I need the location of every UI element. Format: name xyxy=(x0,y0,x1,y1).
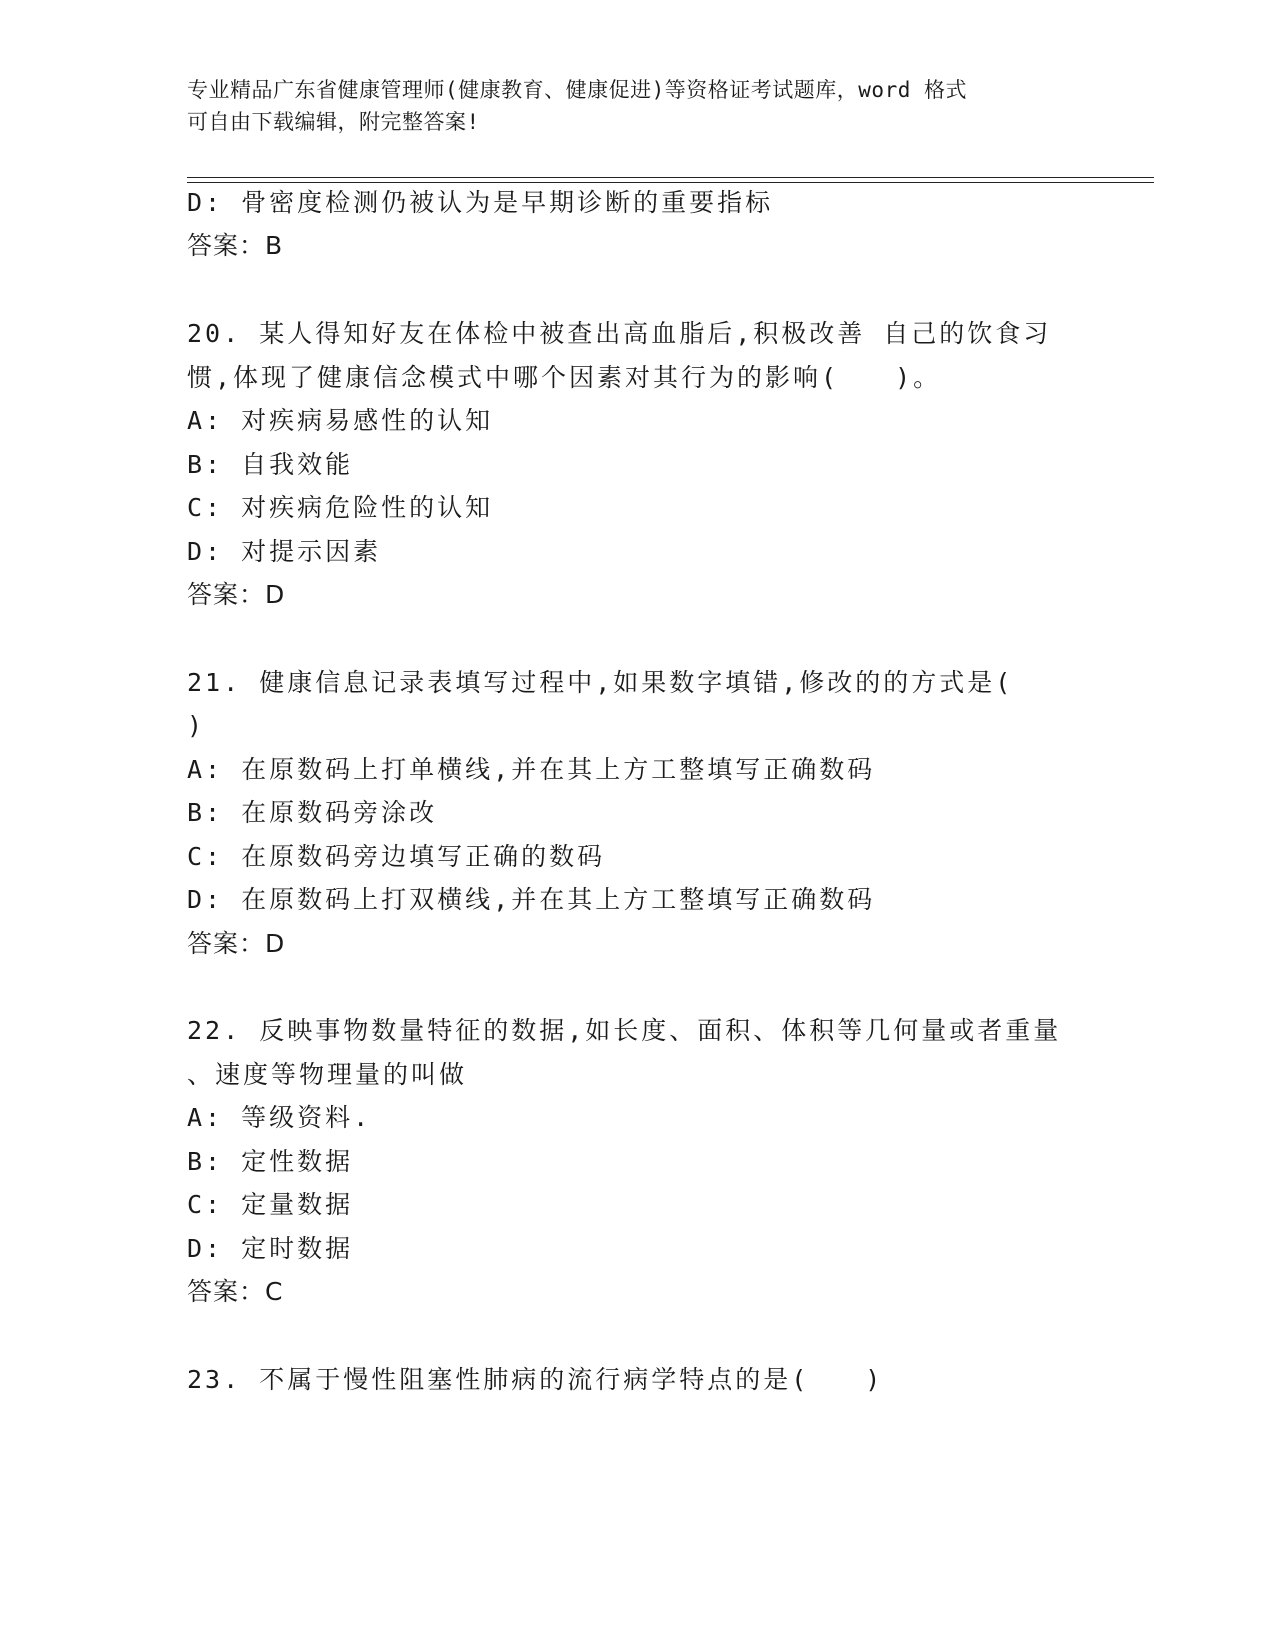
q19-answer: 答案：B xyxy=(187,231,284,260)
header-divider-top xyxy=(187,177,1154,178)
q21-option-a: A: 在原数码上打单横线,并在其上方工整填写正确数码 xyxy=(187,755,876,784)
q21-option-c: C: 在原数码旁边填写正确的数码 xyxy=(187,842,606,871)
q21-option-b: B: 在原数码旁涂改 xyxy=(187,798,438,827)
q23-stem-line-1: 23. 不属于慢性阻塞性肺病的流行病学特点的是( ) xyxy=(187,1365,884,1394)
q21-stem-line-2: ) xyxy=(187,711,206,740)
q20-option-d: D: 对提示因素 xyxy=(187,537,382,566)
header-line-2: 可自由下载编辑，附完整答案! xyxy=(187,110,480,134)
q22-stem-line-1: 22. 反映事物数量特征的数据,如长度、面积、体积等几何量或者重量 xyxy=(187,1016,1062,1045)
q21-answer: 答案：D xyxy=(187,929,286,958)
q22-stem-line-2: 、速度等物理量的叫做 xyxy=(187,1060,468,1089)
q22-answer: 答案：C xyxy=(187,1277,284,1306)
q21-stem-line-1: 21. 健康信息记录表填写过程中,如果数字填错,修改的的方式是( xyxy=(187,668,1014,697)
q22-option-b: B: 定性数据 xyxy=(187,1147,354,1176)
header-divider-bottom xyxy=(187,182,1154,183)
header-line-1: 专业精品广东省健康管理师(健康教育、健康促进)等资格证考试题库，word 格式 xyxy=(187,78,967,102)
q20-answer: 答案：D xyxy=(187,580,286,609)
q20-option-c: C: 对疾病危险性的认知 xyxy=(187,493,494,522)
q20-stem-line-2: 惯,体现了健康信念模式中哪个因素对其行为的影响( )。 xyxy=(187,363,942,392)
q21-option-d: D: 在原数码上打双横线,并在其上方工整填写正确数码 xyxy=(187,885,876,914)
document-header xyxy=(187,74,1087,138)
q22-option-c: C: 定量数据 xyxy=(187,1190,354,1219)
q19-option-d: D: 骨密度检测仍被认为是早期诊断的重要指标 xyxy=(187,188,774,217)
q22-option-a: A: 等级资料. xyxy=(187,1103,372,1132)
q20-option-a: A: 对疾病易感性的认知 xyxy=(187,406,494,435)
q22-option-d: D: 定时数据 xyxy=(187,1234,354,1263)
q20-stem-line-1: 20. 某人得知好友在体检中被查出高血脂后,积极改善 自己的饮食习 xyxy=(187,319,1052,348)
q20-option-b: B: 自我效能 xyxy=(187,450,354,479)
